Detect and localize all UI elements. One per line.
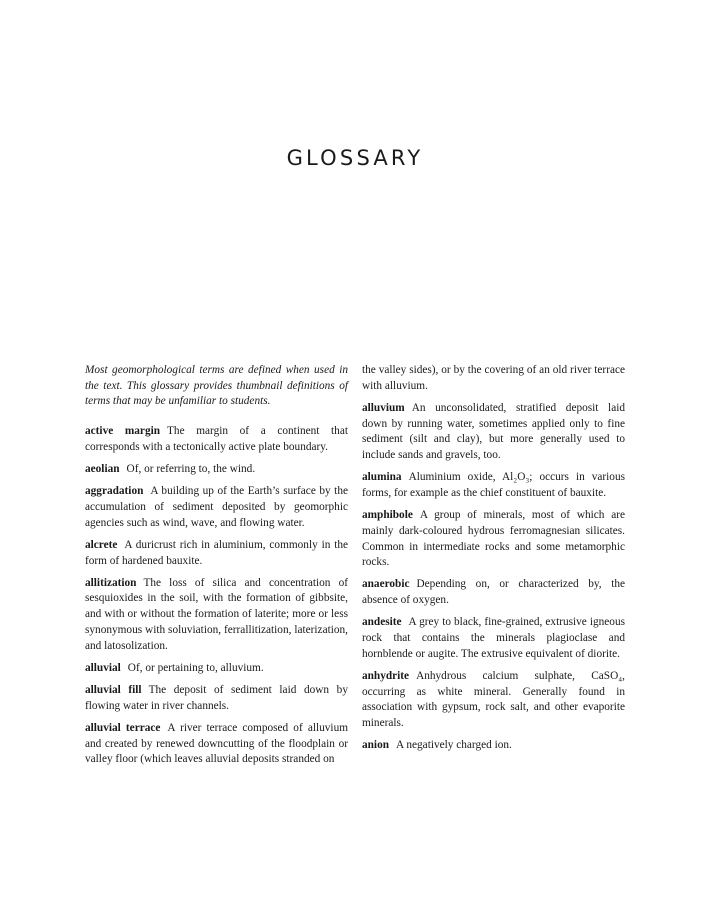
glossary-entry — [85, 576, 348, 655]
glossary-entry — [85, 538, 348, 569]
entry-term: alcrete — [85, 538, 118, 551]
glossary-entry — [362, 669, 625, 732]
entry-definition: The loss of silica and concentration of sesquioxides in the soil, with the formation of gibbsite, and with or without the formation of laterite; more or less synonymous with soluviation, ferrallitization, laterization, and latosolization. — [85, 576, 348, 652]
entry-term: alluvium — [362, 401, 405, 414]
glossary-entry — [85, 661, 348, 677]
entry-term: anhydrite — [362, 669, 410, 682]
entry-term: aggradation — [85, 485, 144, 498]
glossary-entry — [362, 738, 625, 754]
entry-definition: Anhydrous calcium sulphate, CaSO₄, occurring as white mineral. Generally found in association with gypsum, rock salt, and other evaporite minerals. — [362, 669, 625, 730]
entry-term: alluvial fill — [85, 683, 142, 696]
glossary-entry — [362, 508, 625, 571]
glossary-entry — [362, 401, 625, 464]
entry-definition: A grey to black, fine-grained, extrusive igneous rock that contains the minerals plagioclase and hornblende or augite. The extrusive equivalent of diorite. — [362, 616, 625, 660]
entry-term: alluvial — [85, 661, 121, 674]
entry-term: alumina — [362, 471, 402, 484]
entry-definition: Depending on, or characterized by, the absence of oxygen. — [362, 578, 625, 607]
entry-term: aeolian — [85, 463, 120, 476]
entry-definition: The margin of a continent that corresponds with a tectonically active plate boundary. — [85, 425, 348, 453]
entry-term: alluvial terrace — [85, 721, 161, 734]
entry-term: anaerobic — [362, 578, 410, 591]
entry-definition: Of, or referring to, the wind. — [126, 463, 256, 476]
glossary-entry — [85, 462, 348, 478]
entry-definition: A building up of the Earth’s surface by the accumulation of sediment deposited by geomorphic agencies such as wind, wave, and flowing water. — [85, 485, 348, 529]
entry-definition: Of, or pertaining to, alluvium. — [127, 661, 264, 674]
entry-term: active margin — [85, 425, 161, 438]
entry-term: allitization — [85, 576, 137, 589]
entry-definition: The deposit of sediment laid down by flowing water in river channels. — [85, 683, 348, 712]
entry-definition: Aluminium oxide, Al₂O₃; occurs in various forms, for example as the chief constituent of bauxite. — [362, 471, 625, 499]
glossary-intro: Most geomorphological terms are defined when used in the text. This glossary provides thumbnail definitions of terms that may be unfamiliar to students. — [85, 364, 348, 408]
page-title: GLOSSARY — [286, 146, 424, 170]
glossary-entry — [85, 683, 348, 714]
entry-definition: An unconsolidated, stratified deposit laid down by running water, sometimes applied only to fine sediment (silt and clay), but more generally used to include sands and gravels, too. — [362, 401, 625, 462]
left-column — [85, 363, 348, 774]
entry-definition: A river terrace composed of alluvium and created by renewed downcutting of the floodplain or valley floor (which leaves alluvial deposits stranded on — [85, 721, 349, 766]
entry-definition: A group of minerals, most of which are mainly dark-coloured hydrous ferromagnesian silicates. Common in intermediate rocks and some metamorphic rocks. — [362, 509, 625, 569]
entry-definition: A negatively charged ion. — [396, 739, 512, 752]
glossary-entry — [85, 721, 348, 768]
glossary-entry — [362, 470, 625, 501]
entry-term: andesite — [362, 616, 402, 629]
glossary-entry — [362, 577, 625, 608]
entry-continuation: the valley sides), or by the covering of an old river terrace with alluvium. — [362, 364, 625, 392]
glossary-entry — [85, 484, 348, 531]
glossary-entry — [85, 424, 348, 455]
entry-term: anion — [362, 739, 390, 752]
entry-definition: A duricrust rich in aluminium, commonly in the form of hardened bauxite. — [85, 538, 348, 567]
entry-term: amphibole — [362, 509, 413, 522]
glossary-entry — [362, 615, 625, 662]
right-column — [362, 363, 625, 760]
